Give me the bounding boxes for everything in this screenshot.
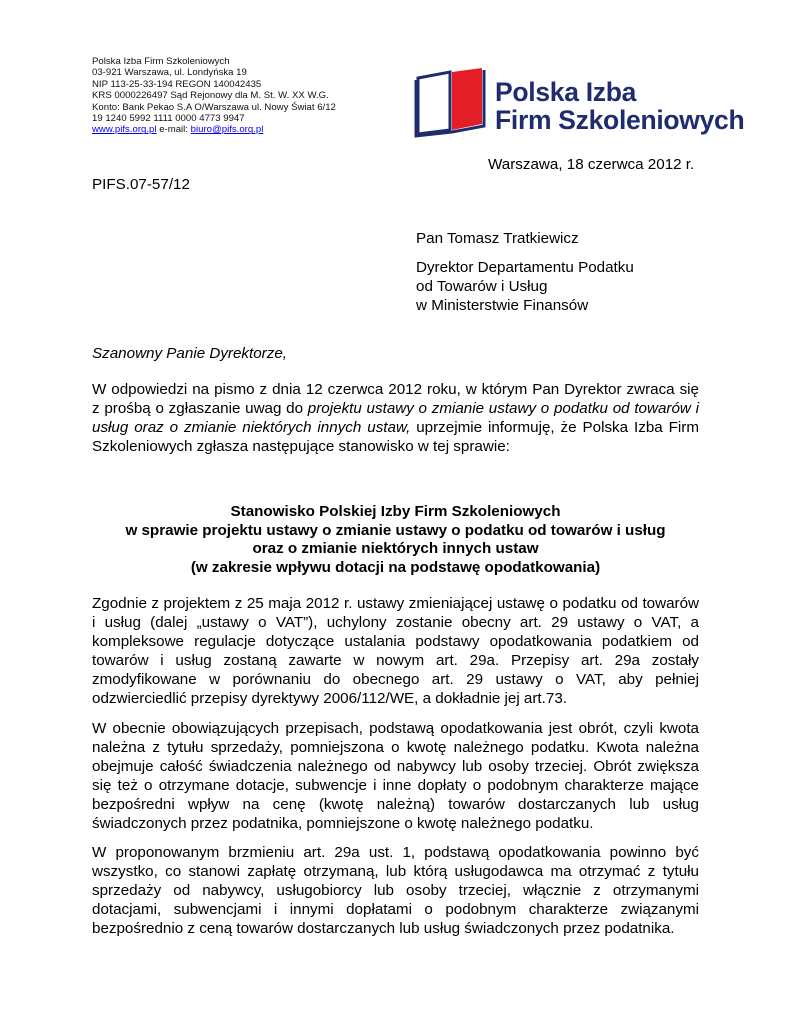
website-link[interactable]: www.pifs.org.pl bbox=[92, 124, 157, 136]
org-address: 03-921 Warszawa, ul. Londyńska 19 bbox=[92, 67, 247, 79]
addressee-title: od Towarów i Usług bbox=[416, 278, 548, 295]
logo-wordmark bbox=[495, 78, 744, 134]
letterhead-contact bbox=[92, 56, 336, 136]
heading-line: Stanowisko Polskiej Izby Firm Szkoleniowych bbox=[230, 503, 561, 520]
intro-italic-text: projektu ustawy o zmianie ustawy o podatku od towarów i usług oraz o zmianie niektórych innych ustaw, bbox=[92, 400, 699, 436]
intro-text: W odpowiedzi na pismo z dnia 12 czerwca 2012 roku, w którym Pan Dyrektor zwraca się z prośbą o zgłaszanie uwag do bbox=[92, 381, 699, 417]
org-krs: KRS 0000226497 Sąd Rejonowy dla M. St. W. XX W.G. bbox=[92, 90, 329, 102]
intro-text: uprzejmie informuję, że Polska Izba Firm Szkoleniowych zgłasza następujące stanowisko w tej sprawie: bbox=[92, 419, 699, 455]
paragraph-text: W proponowanym brzmieniu art. 29a ust. 1, podstawą opodatkowania powinno być wszystko, co stanowi zapłatę otrzymaną, lub którą usługodawca ma otrzymać z tytułu sprzedaży od nabywcy, usługobiorcy lub osoby trzeciej, włącznie z otrzymanymi dotacjami, subwencjami i innymi dopłatami o podobnym charakterze związanymi bezpośrednio z ceną towarów dostarczanych lub usług świadczonych przez podatnika. bbox=[92, 844, 699, 937]
pifs-logo bbox=[412, 68, 745, 140]
addressee-block bbox=[416, 229, 634, 315]
email-label: e-mail: bbox=[159, 124, 188, 136]
addressee-title: w Ministerstwie Finansów bbox=[416, 297, 589, 314]
paragraph-text: W obecnie obowiązujących przepisach, podstawą opodatkowania jest obrót, czyli kwota należna z tytułu sprzedaży, pomniejszona o kwotę należnego podatku. Kwota należna obejmuje całość świadczenia należnego od nabywcy lub osoby trzeciej. Obrót zwiększa się też o otrzymane dotacje, subwencje i inne dopłaty o podobnym charakterze mające bezpośredni wpływ na cenę (kwotę należną) towarów dostarczanych lub usług świadczonych przez podatnika, pomniejszone o kwotę należnego podatku. bbox=[92, 720, 699, 832]
book-icon bbox=[412, 68, 492, 140]
intro-paragraph bbox=[92, 380, 699, 456]
heading-line: w sprawie projektu ustawy o zmianie ustawy o podatku od towarów i usług bbox=[125, 521, 666, 539]
paragraph-text: Zgodnie z projektem z 25 maja 2012 r. ustawy zmieniającej ustawę o podatku od towarów i usług (dalej „ustawy o VAT”), uchylony zostanie obecny art. 29 ustawy o VAT, a kompleksowe regulacje dotyczące ustalania podstawy opodatkowania podatkiem od towarów i usług zostaną zawarte w nowym art. 29a. Przepisy art. 29a zostały zmodyfikowane w porównaniu do obecnego art. 29 ustawy o VAT, aby pełniej odzwierciedlić przepisy dyrektywy 2006/112/WE, a dokładnie jej art.73. bbox=[92, 595, 699, 707]
body-paragraph-3 bbox=[92, 843, 699, 938]
salutation: Szanowny Panie Dyrektorze, bbox=[92, 345, 287, 362]
org-name: Polska Izba Firm Szkoleniowych bbox=[92, 56, 230, 67]
heading-line: oraz o zmianie niektórych innych ustaw bbox=[252, 540, 539, 557]
logo-line2: Firm Szkoleniowych bbox=[495, 105, 745, 135]
org-bank: Konto: Bank Pekao S.A O/Warszawa ul. Nowy Świat 6/12 bbox=[92, 101, 336, 113]
org-nip-regon: NIP 113-25-33-194 REGON 140042435 bbox=[92, 78, 262, 90]
heading-line: (w zakresie wpływu dotacji na podstawę opodatkowania) bbox=[190, 558, 601, 576]
org-web-line bbox=[92, 124, 336, 135]
reference-number: PIFS.07-57/12 bbox=[92, 176, 190, 193]
addressee-name: Pan Tomasz Tratkiewicz bbox=[416, 230, 579, 247]
addressee-title: Dyrektor Departamentu Podatku bbox=[416, 259, 634, 276]
email-link[interactable]: biuro@pifs.org.pl bbox=[190, 124, 264, 136]
letter-date: Warszawa, 18 czerwca 2012 r. bbox=[488, 156, 695, 173]
body-paragraph-1 bbox=[92, 594, 699, 708]
body-paragraph-2 bbox=[92, 719, 699, 833]
org-account: 19 1240 5992 1111 0000 4773 9947 bbox=[92, 113, 245, 125]
logo-line1: Polska Izba bbox=[495, 77, 637, 107]
position-heading bbox=[92, 503, 699, 577]
